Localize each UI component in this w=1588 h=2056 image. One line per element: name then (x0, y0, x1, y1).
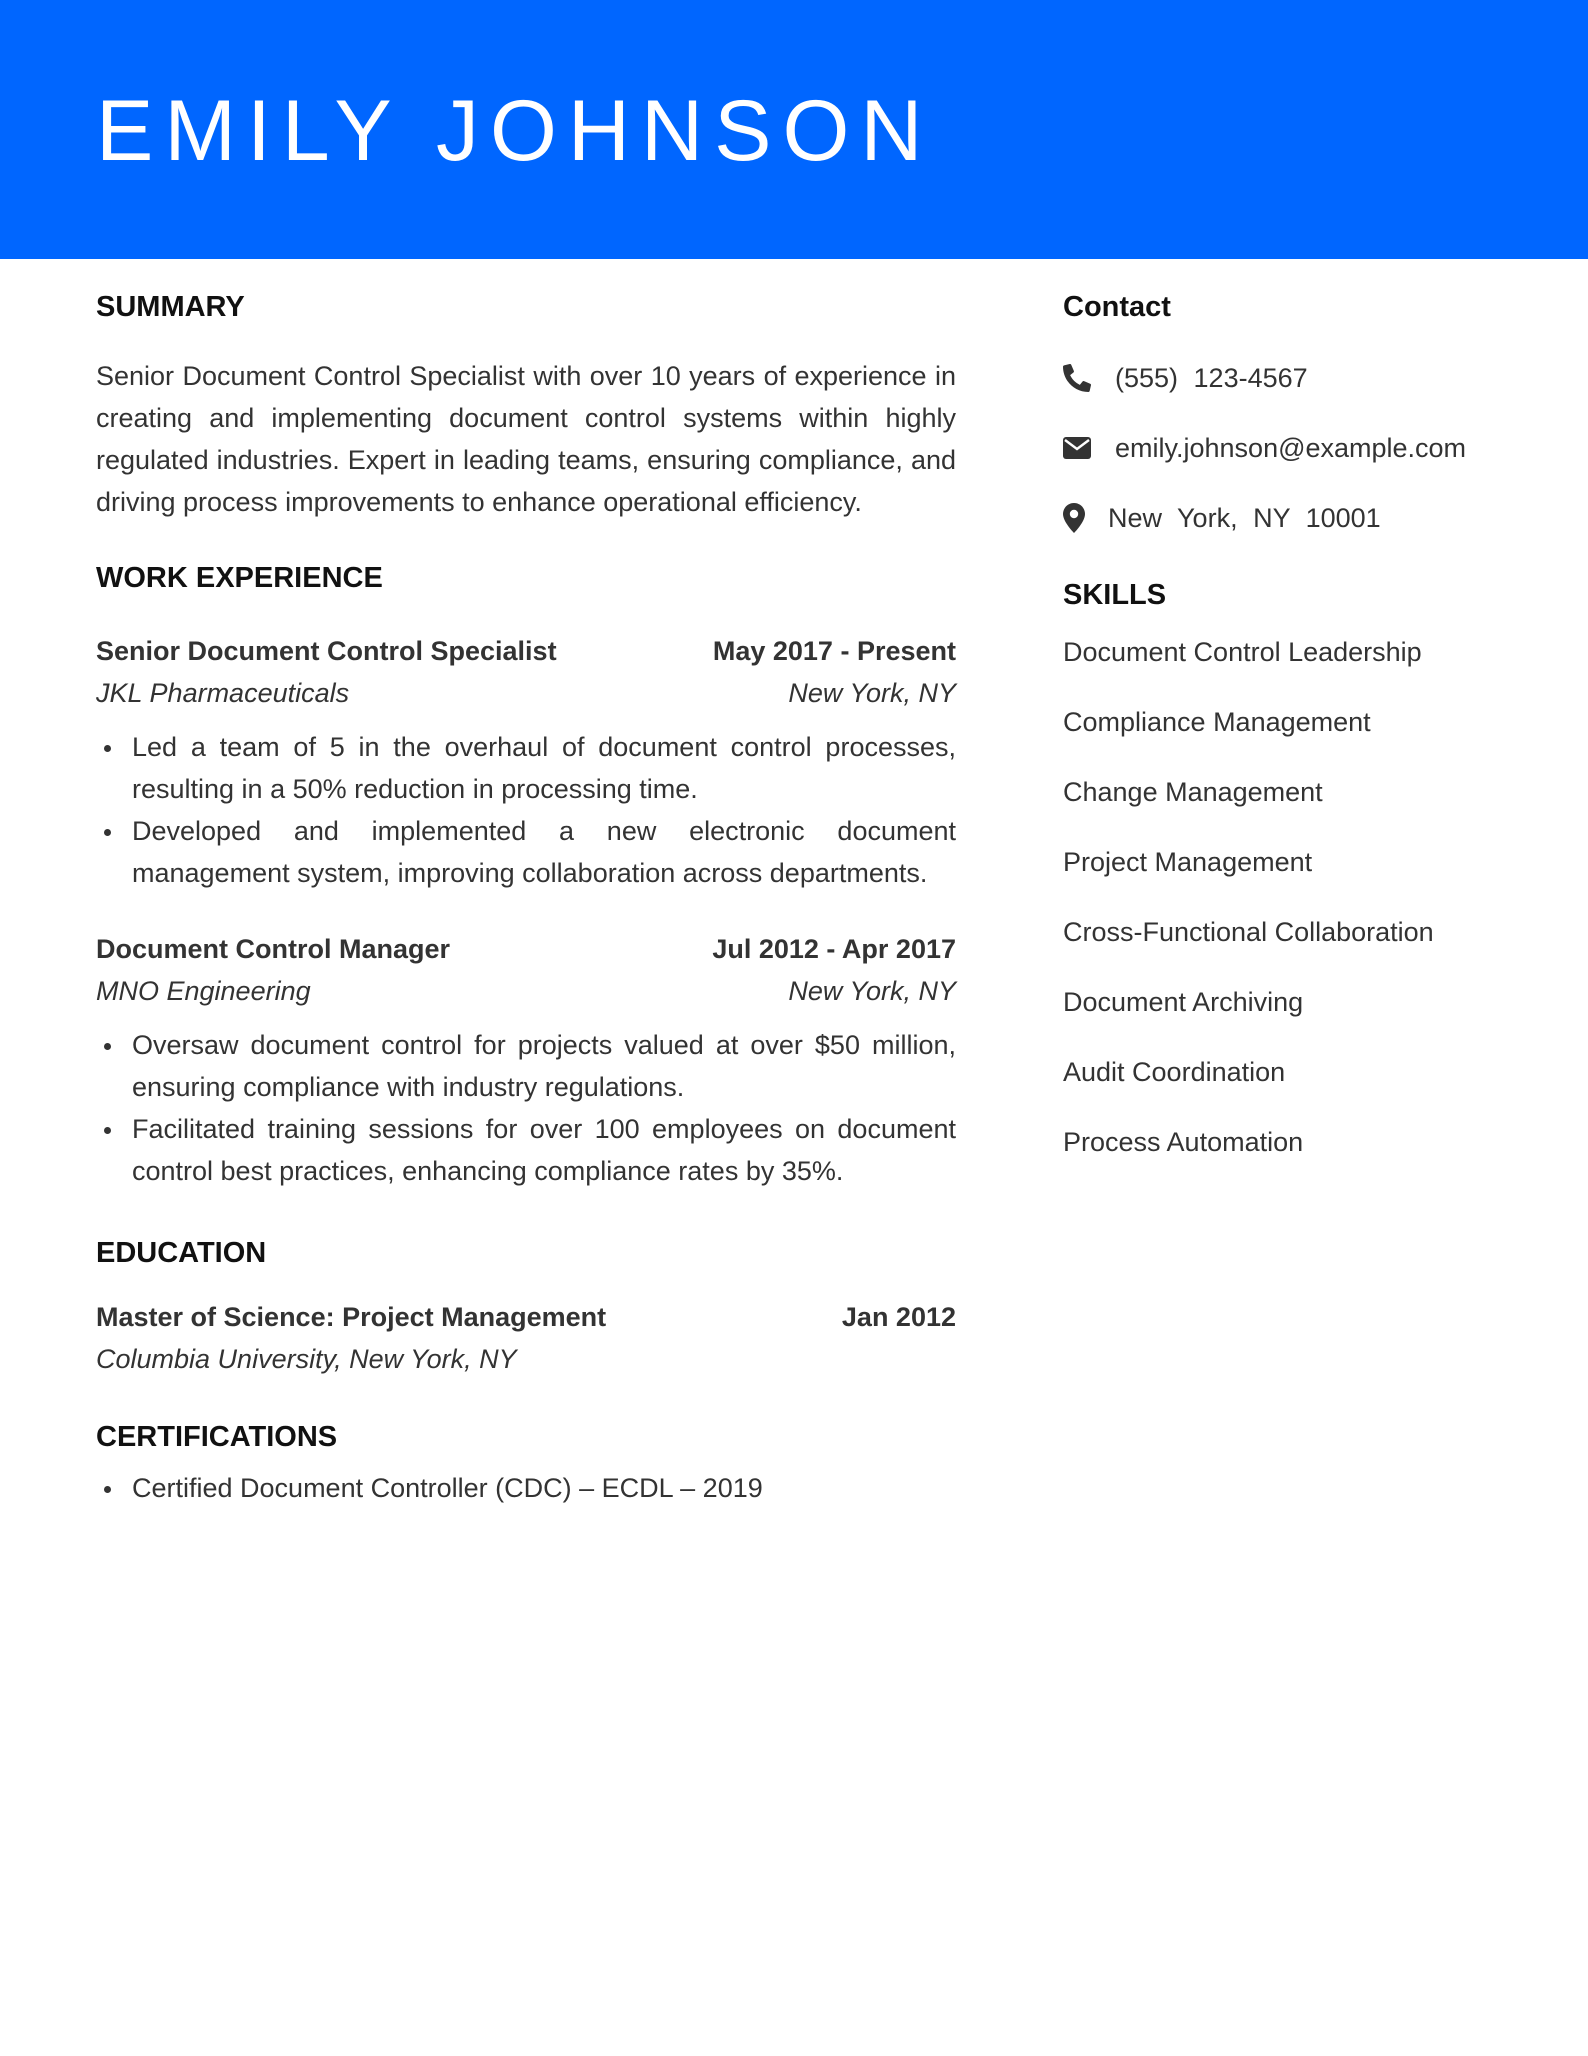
job-entry (96, 630, 956, 894)
job-location: New York, NY (788, 975, 956, 1006)
job-location: New York, NY (788, 677, 956, 708)
main-column (96, 290, 956, 1509)
skill-item: Change Management (1063, 776, 1323, 807)
map-pin-icon (1063, 501, 1108, 536)
job-title: Document Control Manager (96, 933, 451, 964)
location-text: New York, NY 10001 (1108, 502, 1381, 533)
contact-email (1063, 431, 1543, 466)
summary-section (96, 290, 956, 523)
certifications-section (96, 1420, 956, 1509)
skills-heading: SKILLS (1063, 578, 1167, 611)
contact-location (1063, 501, 1543, 536)
skill-item: Project Management (1063, 846, 1313, 877)
sidebar-column (1063, 290, 1543, 1195)
job-date: Jul 2012 - Apr 2017 (712, 933, 956, 964)
job-bullet: Facilitated training sessions for over 100 employees on document control best practices, enhancing compliance rates by 35%. (96, 1108, 956, 1192)
skill-item: Process Automation (1063, 1126, 1304, 1157)
skill-item: Audit Coordination (1063, 1056, 1286, 1087)
summary-text: Senior Document Control Specialist with over 10 years of experience in creating and implementing document control systems within highly regulated industries. Expert in leading teams, ensuring compliance, and driving process improvements to enhance operational efficiency. (96, 360, 956, 517)
job-bullet: Oversaw document control for projects valued at over $50 million, ensuring compliance with industry regulations. (96, 1024, 956, 1108)
envelope-icon (1063, 431, 1115, 466)
education-heading: EDUCATION (96, 1236, 267, 1269)
skills-list (1063, 635, 1543, 1160)
candidate-name: EMILY JOHNSON (96, 83, 934, 179)
email-link[interactable]: emily.johnson@example.com (1115, 432, 1467, 463)
job-bullets (96, 1024, 956, 1192)
education-section (96, 1236, 956, 1381)
job-company: JKL Pharmaceuticals (96, 677, 350, 708)
work-experience-heading: WORK EXPERIENCE (96, 561, 383, 594)
skill-item: Document Control Leadership (1063, 636, 1422, 667)
certifications-list (96, 1467, 956, 1509)
job-date: May 2017 - Present (712, 635, 956, 666)
education-entry (96, 1296, 956, 1380)
summary-heading: SUMMARY (96, 291, 245, 323)
header-banner (0, 0, 1588, 259)
phone-text[interactable]: (555) 123-4567 (1115, 362, 1308, 393)
job-bullet: Developed and implemented a new electronic document management system, improving collaboration across departments. (96, 810, 956, 894)
phone-icon (1063, 361, 1115, 396)
job-bullet: Led a team of 5 in the overhaul of document control processes, resulting in a 50% reduction in processing time. (96, 726, 956, 810)
work-experience-section (96, 561, 956, 1192)
skill-item: Cross-Functional Collaboration (1063, 916, 1434, 947)
certification-item: Certified Document Controller (CDC) – ECDL – 2019 (96, 1467, 956, 1509)
skill-item: Compliance Management (1063, 706, 1371, 737)
skill-item: Document Archiving (1063, 986, 1304, 1017)
education-date: Jan 2012 (841, 1302, 956, 1333)
contact-phone (1063, 361, 1543, 396)
job-title: Senior Document Control Specialist (96, 635, 557, 666)
contact-list (1063, 361, 1543, 536)
degree: Master of Science: Project Management (96, 1302, 607, 1333)
job-bullets (96, 726, 956, 894)
school: Columbia University, New York, NY (96, 1344, 517, 1375)
job-entry (96, 928, 956, 1192)
contact-heading: Contact (1063, 291, 1171, 323)
job-company: MNO Engineering (96, 975, 311, 1006)
certifications-heading: CERTIFICATIONS (96, 1421, 338, 1454)
